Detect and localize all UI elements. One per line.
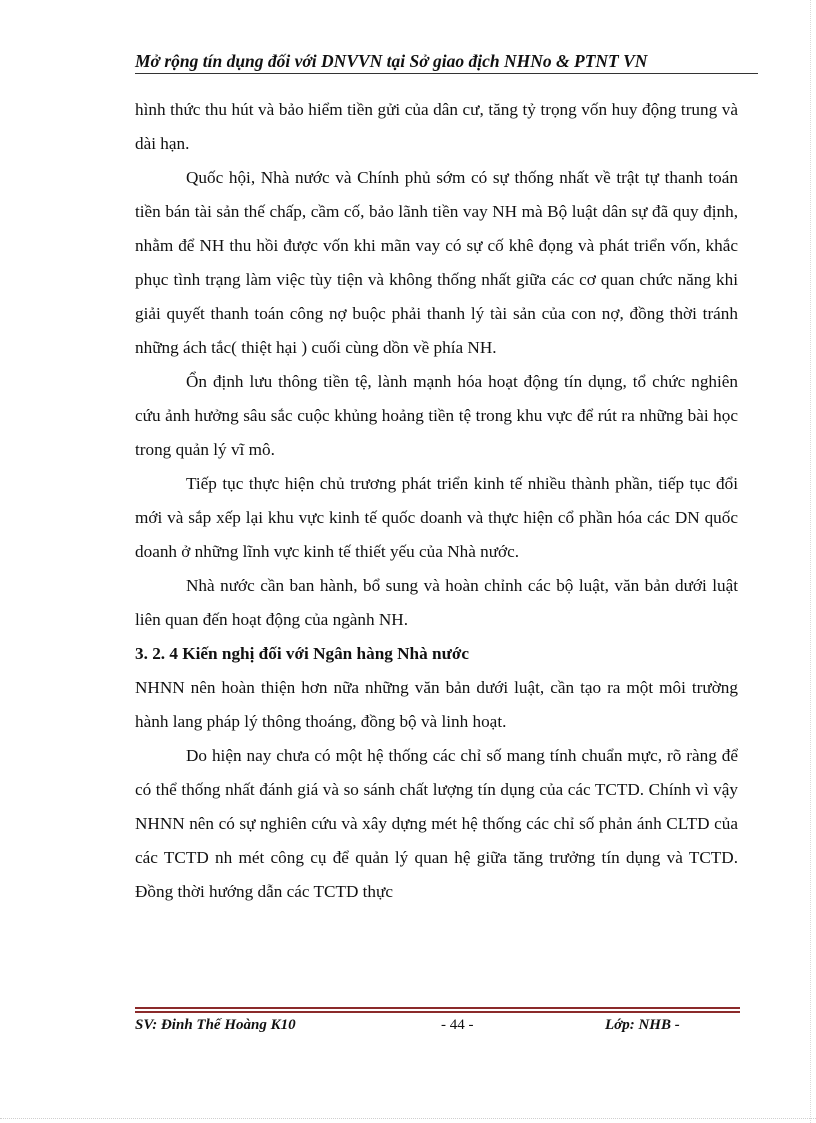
section-heading: 3. 2. 4 Kiến nghị đối với Ngân hàng Nhà nước — [135, 644, 470, 663]
footer-student: SV: Đinh Thế Hoàng K10 — [135, 1017, 296, 1033]
page-number: - 44 - — [441, 1017, 474, 1033]
paragraph: Nhà nước cần ban hành, bổ sung và hoàn chỉnh các bộ luật, văn bản dưới luật liên quan đến hoạt động của ngành NH. — [135, 576, 738, 629]
document-body — [135, 93, 738, 909]
footer-divider — [135, 1011, 740, 1013]
paragraph: Ổn định lưu thông tiền tệ, lành mạnh hóa hoạt động tín dụng, tổ chức nghiên cứu ảnh hưởng sâu sắc cuộc khủng hoảng tiền tệ trong khu vực để rút ra những bài học trong quản lý vĩ mô. — [135, 372, 738, 459]
paragraph: Tiếp tục thực hiện chủ trương phát triển kinh tế nhiều thành phần, tiếp tục đổi mới và sắp xếp lại khu vực kinh tế quốc doanh và thực hiện cổ phần hóa các DN quốc doanh ở những lĩnh vực kinh tế thiết yếu của Nhà nước. — [135, 474, 738, 561]
paragraph: Do hiện nay chưa có một hệ thống các chỉ số mang tính chuẩn mực, rõ ràng để có thể thống nhất đánh giá và so sánh chất lượng tín dụng của các TCTD. Chính vì vậy NHNN nên có sự nghiên cứu và xây dựng mét hệ thống các chỉ số phản ánh CLTD của các TCTD nh mét công cụ để quản lý quan hệ giữa tăng trưởng tín dụng và TCTD. Đồng thời hướng dẫn các TCTD thực — [135, 746, 738, 901]
paragraph: hình thức thu hút và bảo hiểm tiền gửi của dân cư, tăng tỷ trọng vốn huy động trung và dài hạn. — [135, 100, 738, 153]
page-edge — [810, 0, 811, 1123]
page-edge — [0, 1118, 816, 1119]
page-header: Mở rộng tín dụng đối với DNVVN tại Sở giao địch NHNo & PTNT VN — [135, 50, 758, 74]
footer-class: Lớp: NHB - — [605, 1017, 680, 1033]
paragraph: Quốc hội, Nhà nước và Chính phủ sớm có sự thống nhất về trật tự thanh toán tiền bán tài sản thế chấp, cầm cố, bảo lãnh tiền vay NH mà Bộ luật dân sự đã quy định, nhằm để NH thu hồi được vốn khi mãn vay có sự cố khê đọng và phát triển vốn, khắc phục tình trạng làm việc tùy tiện và không thống nhất giữa các cơ quan chức năng khi giải quyết thanh toán công nợ buộc phải thanh lý tài sản của con nợ, đồng thời tránh những ách tắc( thiệt hại ) cuối cùng dồn về phía NH. — [135, 168, 738, 357]
footer-divider — [135, 1007, 740, 1009]
paragraph: NHNN nên hoàn thiện hơn nữa những văn bản dưới luật, cần tạo ra một môi trường hành lang pháp lý thông thoáng, đồng bộ và linh hoạt. — [135, 678, 738, 731]
